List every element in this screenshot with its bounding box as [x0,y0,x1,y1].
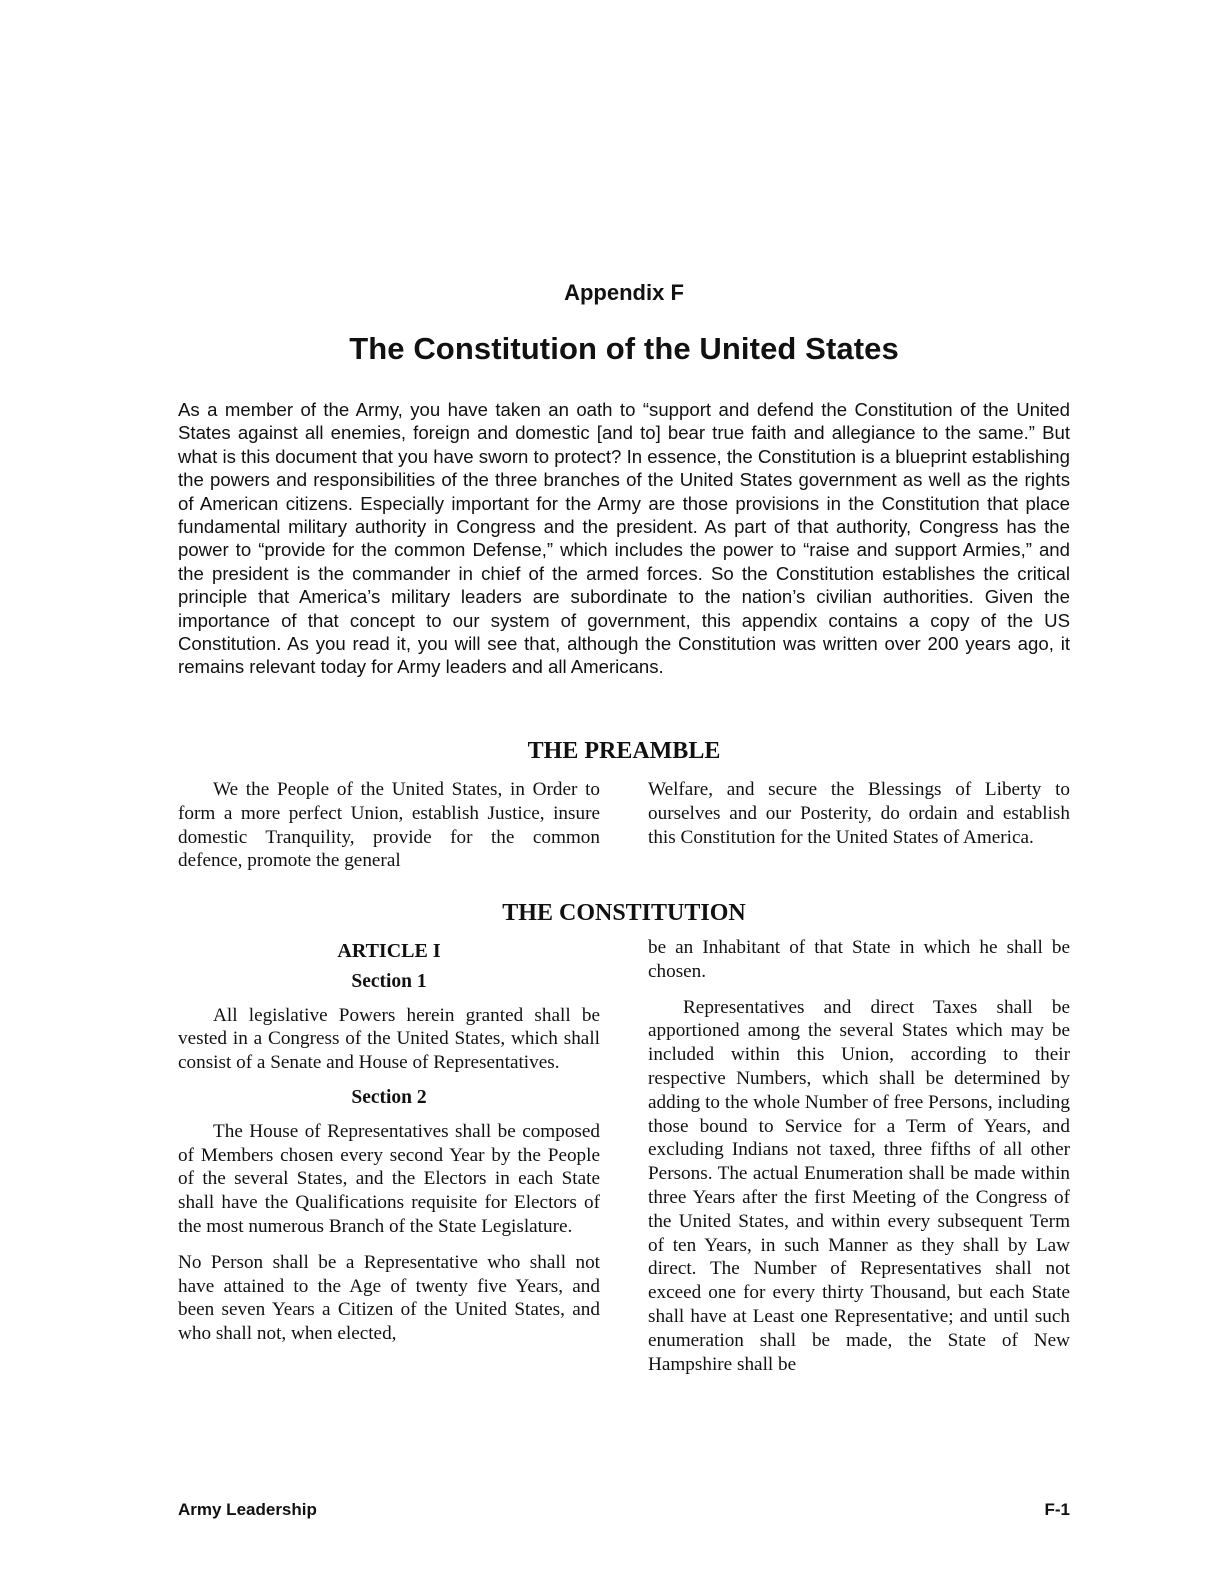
footer-publication-title: Army Leadership [178,1500,317,1519]
preamble-right-column [648,778,1070,849]
section-2-paragraph-3: Representatives and direct Taxes shall be apportioned among the several States which may be included within this Union, according to their respective Numbers, which shall be determined by adding to the whole Number of free Persons, including those bound to Service for a Term of Years, and excluding Indians not taxed, three fifths of all other Persons. The actual Enumeration shall be made within three Years after the first Meeting of the Congress of the United States, and within every subsequent Term of ten Years, in such Manner as they shall by Law direct. The Number of Representatives shall not exceed one for every thirty Thousand, but each State shall have at Least one Representative; and until such enumeration shall be made, the State of New Hampshire shall be [648,996,1070,1375]
section-1-text: All legislative Powers herein granted shall be vested in a Congress of the United States, which shall consist of a Senate and House of Representatives. [178,1004,600,1074]
section-2-paragraph-2-continued: be an Inhabitant of that State in which he shall be chosen. [648,937,1070,982]
article-title: ARTICLE I [337,940,441,962]
appendix-label: Appendix F [564,280,684,305]
preamble-text-left: We the People of the United States, in Order to form a more perfect Union, establish Justice, insure domestic Tranquility, provide for the common defence, promote the general [178,779,600,872]
preamble-text-right: Welfare, and secure the Blessings of Liberty to ourselves and our Posterity, do ordain and establish this Constitution for the United States of America. [648,779,1070,848]
intro-paragraph: As a member of the Army, you have taken an oath to “support and defend the Constitution of the United States against all enemies, foreign and domestic [and to] bear true faith and allegiance to the same.” But what is this document that you have sworn to protect? In essence, the Constitution is a blueprint establishing the powers and responsibilities of the three branches of the United States government as well as the rights of American citizens. Especially important for the Army are those provisions in the Constitution that place fundamental military authority in Congress and the president. As part of that authority, Congress has the power to “provide for the common Defense,” which includes the power to “raise and support Armies,” and the president is the commander in chief of the armed forces. So the Constitution establishes the critical principle that America’s military leaders are subordinate to the nation’s civilian authorities. Given the importance of that concept to our system of government, this appendix contains a copy of the US Constitution. As you read it, you will see that, although the Constitution was written over 200 years ago, it remains relevant today for Army leaders and all Americans. [178,399,1070,678]
constitution-left-column [178,936,600,1346]
constitution-right-column [648,936,1070,1376]
section-2-paragraph-1: The House of Representatives shall be composed of Members chosen every second Year by the People of the several States, and the Electors in each State shall have the Qualifications requisite for Electors of the most numerous Branch of the State Legislature. [178,1120,600,1237]
footer-page-number: F-1 [1044,1500,1070,1519]
preamble-left-column [178,778,600,873]
section-2-paragraph-2: No Person shall be a Representative who shall not have attained to the Age of twenty five Years, and been seven Years a Citizen of the United States, and who shall not, when elected, [178,1251,600,1345]
section-1-title: Section 1 [351,970,427,992]
constitution-heading: THE CONSTITUTION [502,900,746,926]
page-title: The Constitution of the United States [349,331,899,366]
preamble-heading: THE PREAMBLE [527,738,721,764]
section-2-title: Section 2 [351,1086,427,1108]
